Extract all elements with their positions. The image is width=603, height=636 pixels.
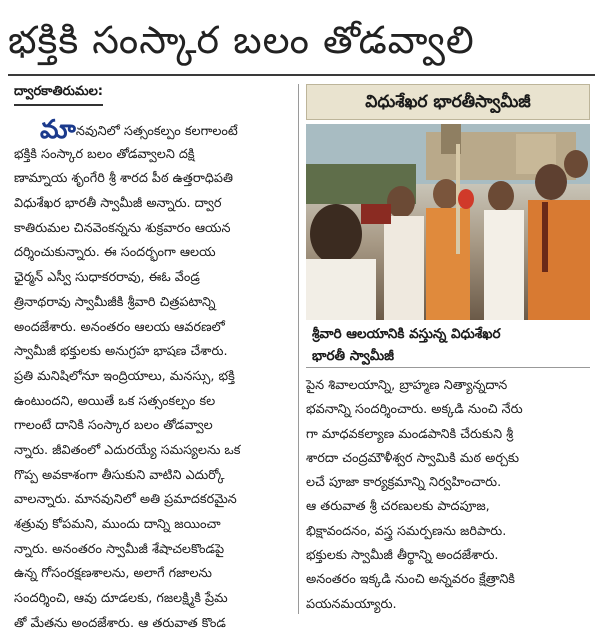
article-line: శత్రువు కోపమని, ముందు దాన్ని జయించా: [14, 517, 221, 532]
article-line: తో మేతను అందజేశారు. ఆ తరువాత కొండ: [14, 615, 226, 631]
article-line: దర్శించుకున్నారు. ఈ సందర్భంగా ఆలయ: [14, 245, 216, 261]
headline-rule: [8, 74, 595, 76]
article-line: త్రినాథరావు స్వామీజీకి శ్రీవారి చిత్రపటాన్ని: [14, 294, 216, 310]
article-line: న్నారు. అనంతరం స్వామీజీ శేషాచలకొండపై: [14, 541, 225, 557]
column-divider: [298, 84, 299, 614]
article-line: స్వామీజీ భక్తులకు అనుగ్రహ భాషణ చేశారు.: [14, 344, 228, 360]
dropcap: మా: [40, 115, 76, 145]
caption-line: శ్రీవారి ఆలయానికి వస్తున్న విధుశేఖర: [312, 326, 501, 342]
article-line: భిక్షావందనం, వస్త్ర సమర్పణను జరిపారు.: [306, 523, 507, 539]
article-line: ణామ్నాయ శృంగేరి శ్రీ శారద పీఠ ఉత్తరాధిపతి: [14, 171, 233, 187]
article-line: [14, 115, 292, 145]
article-line: భక్తులకు స్వామీజీ తీర్థాన్ని అందజేశారు.: [306, 548, 499, 564]
photo-caption: [306, 322, 590, 368]
article-line: వాలన్నారు. మానవునిలో అతి ప్రమాదకరమైన: [14, 492, 237, 508]
article-line: న్నారు. జీవితంలో ఎదురయ్యే సమస్యలను ఒక: [14, 442, 241, 458]
article-line: విధుశేఖర భారతీ స్వామీజీ అన్నారు. ద్వార: [14, 196, 222, 212]
dateline: ద్వారకాతిరుమల:: [14, 84, 103, 106]
article-line: గొప్ప అవకాశంగా తీసుకుని వాటిని ఎదుర్కో: [14, 467, 225, 483]
news-photo: [306, 124, 590, 320]
article-line: భవనాన్ని సందర్శించారు. అక్కడి నుంచి నేరు: [306, 402, 523, 418]
article-line: గాలంటే దానికి సంస్కార బలం తోడవ్వాల: [14, 418, 213, 434]
headline: భక్తికి సంస్కార బలం తోడవ్వాలి: [8, 18, 475, 62]
article-line: ప్రతి మనిషిలోనూ ఇంద్రియాలు, మనస్సు, భక్తి: [14, 368, 235, 384]
article-line: పైన శివాలయాన్ని, బ్రాహ్మణ నిత్యాన్నదాన: [306, 378, 508, 393]
article-line: శారదా చంద్రమౌళీశ్వర స్వామికి మఠ అర్చకు: [306, 450, 519, 466]
caption-line: భారతీ స్వామీజీ: [312, 348, 394, 364]
article-left-column: [14, 115, 292, 631]
photo-illustration: [306, 124, 590, 320]
article-line: లచే పూజా కార్యక్రమాన్ని నిర్వహించారు.: [306, 475, 502, 491]
article-right-column: [306, 374, 590, 614]
article-line: పయనమయ్యారు.: [306, 596, 397, 612]
article-line: ఛైర్మన్ ఎస్వీ సుధాకరరావు, ఈఓ వేండ్ర: [14, 270, 200, 286]
article-line: భక్తికి సంస్కార బలం తోడవ్వాలని దక్షి: [14, 146, 195, 162]
article-line: కాతిరుమల చినవెంకన్నను శుక్రవారం ఆయన: [14, 220, 231, 236]
article-line: ఉంటుందని, అయితే ఒక సత్సంకల్పం కల: [14, 393, 216, 409]
article-line: సందర్శించి, ఆవు దూడలకు, గజలక్ష్మికి ప్రేమ: [14, 591, 228, 607]
article-line-text: నవునిలో సత్సంకల్పం కలగాలంటే: [75, 124, 238, 139]
article-line: అందజేశారు. అనంతరం ఆలయ ఆవరణలో: [14, 319, 225, 335]
article-line: అనంతరం ఇక్కడి నుంచి అన్నవరం క్షేత్రానికి: [306, 572, 515, 588]
article-line: ఆ తరువాత శ్రీ చరణులకు పాదపూజ,: [306, 499, 490, 515]
article-line: గా మాధవకల్యాణ మండపానికి చేరుకుని శ్రీ: [306, 426, 514, 442]
photo-tag-banner: విధుశేఖర భారతీస్వామీజీ: [306, 84, 590, 120]
article-line: ఉన్న గోసంరక్షణశాలను, అలాగే గజాలను: [14, 566, 212, 582]
